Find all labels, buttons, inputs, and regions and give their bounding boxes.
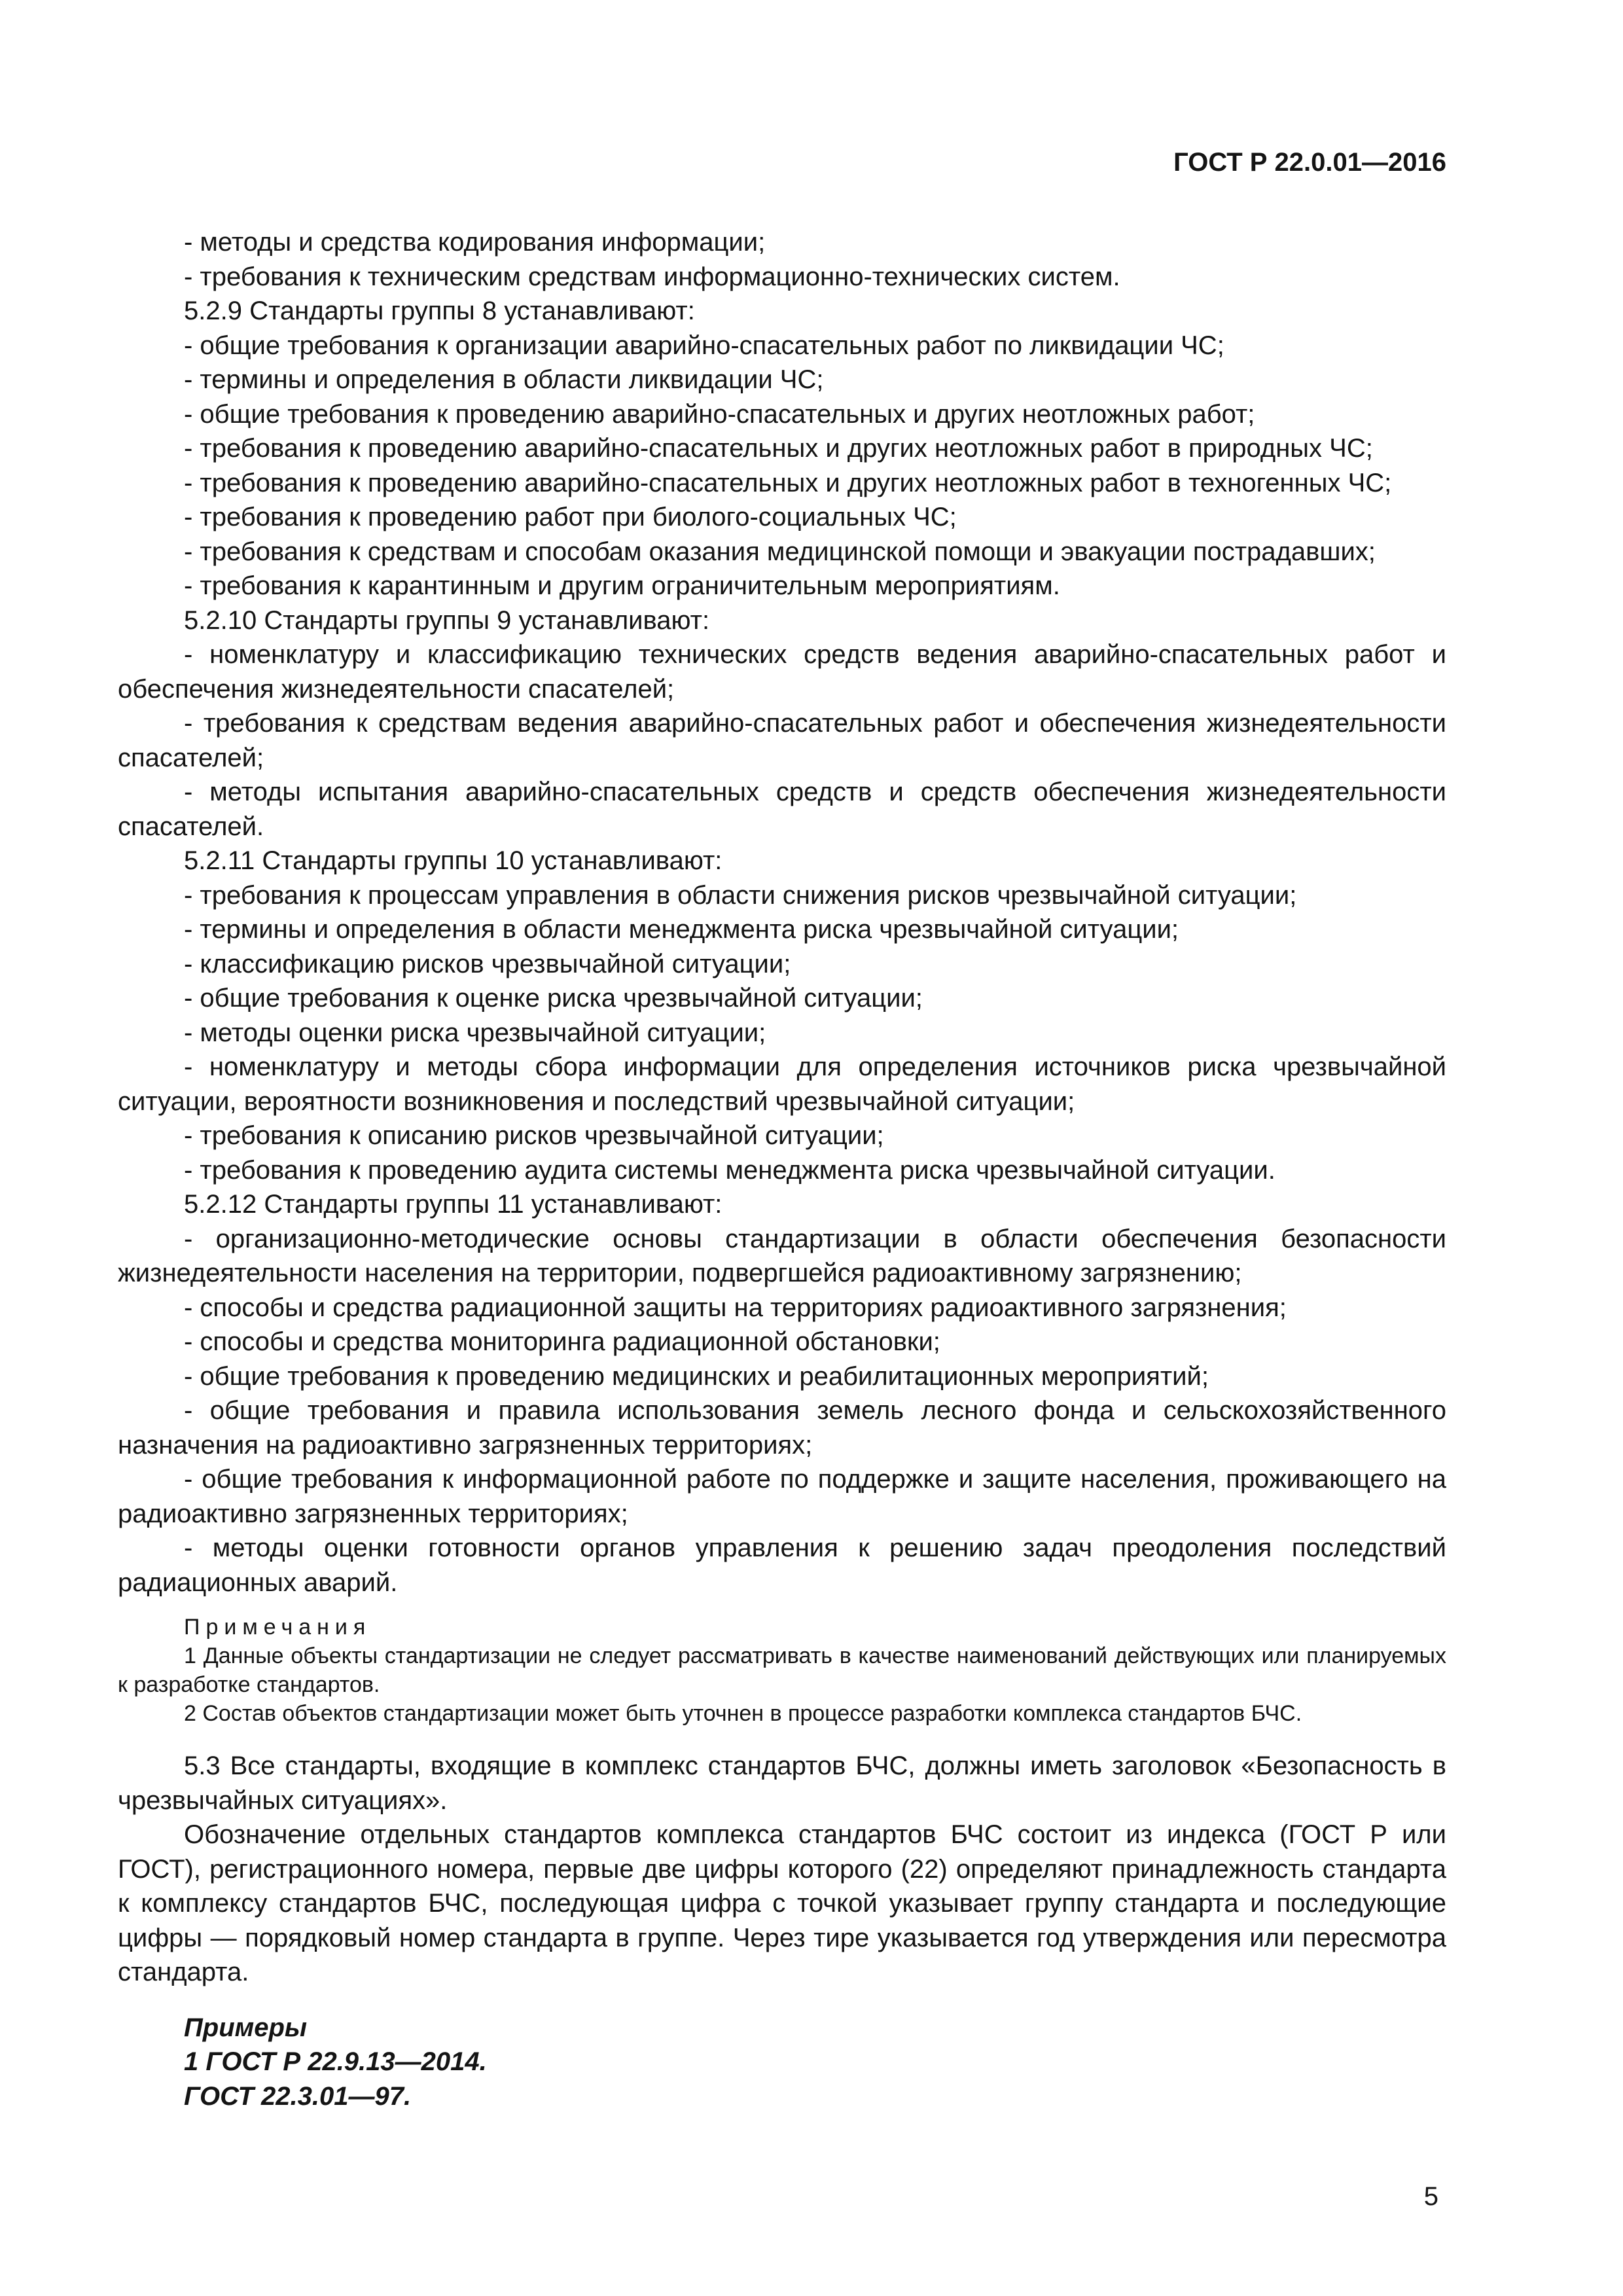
list-item: - методы оценки готовности органов управления к решению задач преодоления последствий радиационных аварий.: [118, 1534, 1446, 1597]
list-item: - общие требования к организации аварийно-спасательных работ по ликвидации ЧС;: [184, 331, 1224, 360]
list-item: - способы и средства радиационной защиты на территориях радиоактивного загрязнения;: [184, 1293, 1287, 1322]
list-item: - требования к описанию рисков чрезвычайной ситуации;: [184, 1121, 884, 1150]
list-item: - номенклатуру и методы сбора информации для определения источников риска чрезвычайной ситуации, вероятности возникновения и последствий чрезвычайной ситуации;: [118, 1052, 1446, 1116]
clause-heading-5-2-10: 5.2.10 Стандарты группы 9 устанавливают:: [184, 605, 710, 635]
list-item: - требования к проведению аварийно-спасательных и других неотложных работ в природных ЧС;: [184, 434, 1373, 463]
list-item: - общие требования к информационной работе по поддержке и защите населения, проживающего на радиоактивно загрязненных территориях;: [118, 1465, 1446, 1528]
clause-heading-5-2-9: 5.2.9 Стандарты группы 8 устанавливают:: [184, 296, 695, 325]
list-item: - общие требования к оценке риска чрезвычайной ситуации;: [184, 984, 923, 1013]
note-item: 1 Данные объекты стандартизации не следует рассматривать в качестве наименований действующих или планируемых к разработке стандартов.: [118, 1643, 1446, 1697]
list-item: - методы испытания аварийно-спасательных средств и средств обеспечения жизнедеятельности спасателей.: [118, 778, 1446, 841]
list-item: - требования к процессам управления в области снижения рисков чрезвычайной ситуации;: [184, 880, 1297, 910]
list-item: - термины и определения в области ликвидации ЧС;: [184, 365, 824, 394]
note-item: 2 Состав объектов стандартизации может быть уточнен в процессе разработки комплекса стандартов БЧС.: [184, 1701, 1302, 1726]
notes-block: [118, 1613, 1446, 1728]
example-item: 1 ГОСТ Р 22.9.13—2014.: [184, 2047, 487, 2076]
list-item: - требования к проведению аудита системы менеджмента риска чрезвычайной ситуации.: [184, 1155, 1275, 1185]
clause-5-3-paragraph: 5.3 Все стандарты, входящие в комплекс стандартов БЧС, должны иметь заголовок «Безопасность в чрезвычайных ситуациях».: [118, 1751, 1446, 1815]
document-code-header: ГОСТ Р 22.0.01—2016: [1173, 148, 1446, 177]
list-item: - организационно-методические основы стандартизации в области обеспечения безопасности жизнедеятельности населения на территории, подвергшейся радиоактивному загрязнению;: [118, 1224, 1446, 1287]
list-item: - требования к техническим средствам информационно-технических систем.: [184, 262, 1120, 291]
page-number: 5: [1423, 2182, 1438, 2211]
page-body: [118, 225, 1446, 2113]
list-item: - требования к проведению работ при биолого-социальных ЧС;: [184, 503, 957, 531]
list-item: - общие требования и правила использования земель лесного фонда и сельскохозяйственного назначения на радиоактивно загрязненных территориях;: [118, 1396, 1446, 1460]
list-item: - методы оценки риска чрезвычайной ситуации;: [184, 1018, 766, 1047]
designation-paragraph: Обозначение отдельных стандартов комплекса стандартов БЧС состоит из индекса (ГОСТ Р или ГОСТ), регистрационного номера, первые две цифры которого (22) определяют принадлежность стандарта к комплексу стандартов БЧС, последующая цифра с точкой указывает группу стандарта и последующие цифры — порядковый номер стандарта в группе. Через тире указывается год утверждения или пересмотра стандарта.: [118, 1820, 1446, 1986]
list-item: - методы и средства кодирования информации;: [184, 228, 766, 257]
clause-heading-5-2-11: 5.2.11 Стандарты группы 10 устанавливают:: [184, 846, 722, 875]
list-item: - номенклатуру и классификацию технических средств ведения аварийно-спасательных работ и обеспечения жизнедеятельности спасателей;: [118, 640, 1446, 704]
list-item: - требования к проведению аварийно-спасательных и других неотложных работ в техногенных ЧС;: [184, 468, 1392, 497]
list-item: - требования к средствам и способам оказания медицинской помощи и эвакуации пострадавших;: [184, 537, 1376, 566]
list-item: - термины и определения в области менеджмента риска чрезвычайной ситуации;: [184, 915, 1179, 944]
list-item: - требования к средствам ведения аварийно-спасательных работ и обеспечения жизнедеятельности спасателей;: [118, 709, 1446, 772]
example-item: ГОСТ 22.3.01—97.: [184, 2081, 412, 2111]
examples-block: [118, 2011, 1446, 2114]
clause-heading-5-2-12: 5.2.12 Стандарты группы 11 устанавливают:: [184, 1190, 722, 1219]
list-item: - классификацию рисков чрезвычайной ситуации;: [184, 949, 791, 978]
list-item: - требования к карантинным и другим ограничительным мероприятиям.: [184, 571, 1060, 600]
notes-title: Примечания: [184, 1615, 372, 1640]
list-item: - способы и средства мониторинга радиационной обстановки;: [184, 1327, 940, 1356]
list-item: - общие требования к проведению медицинских и реабилитационных мероприятий;: [184, 1361, 1209, 1391]
examples-title: Примеры: [184, 2013, 308, 2042]
list-item: - общие требования к проведению аварийно-спасательных и других неотложных работ;: [184, 399, 1255, 429]
